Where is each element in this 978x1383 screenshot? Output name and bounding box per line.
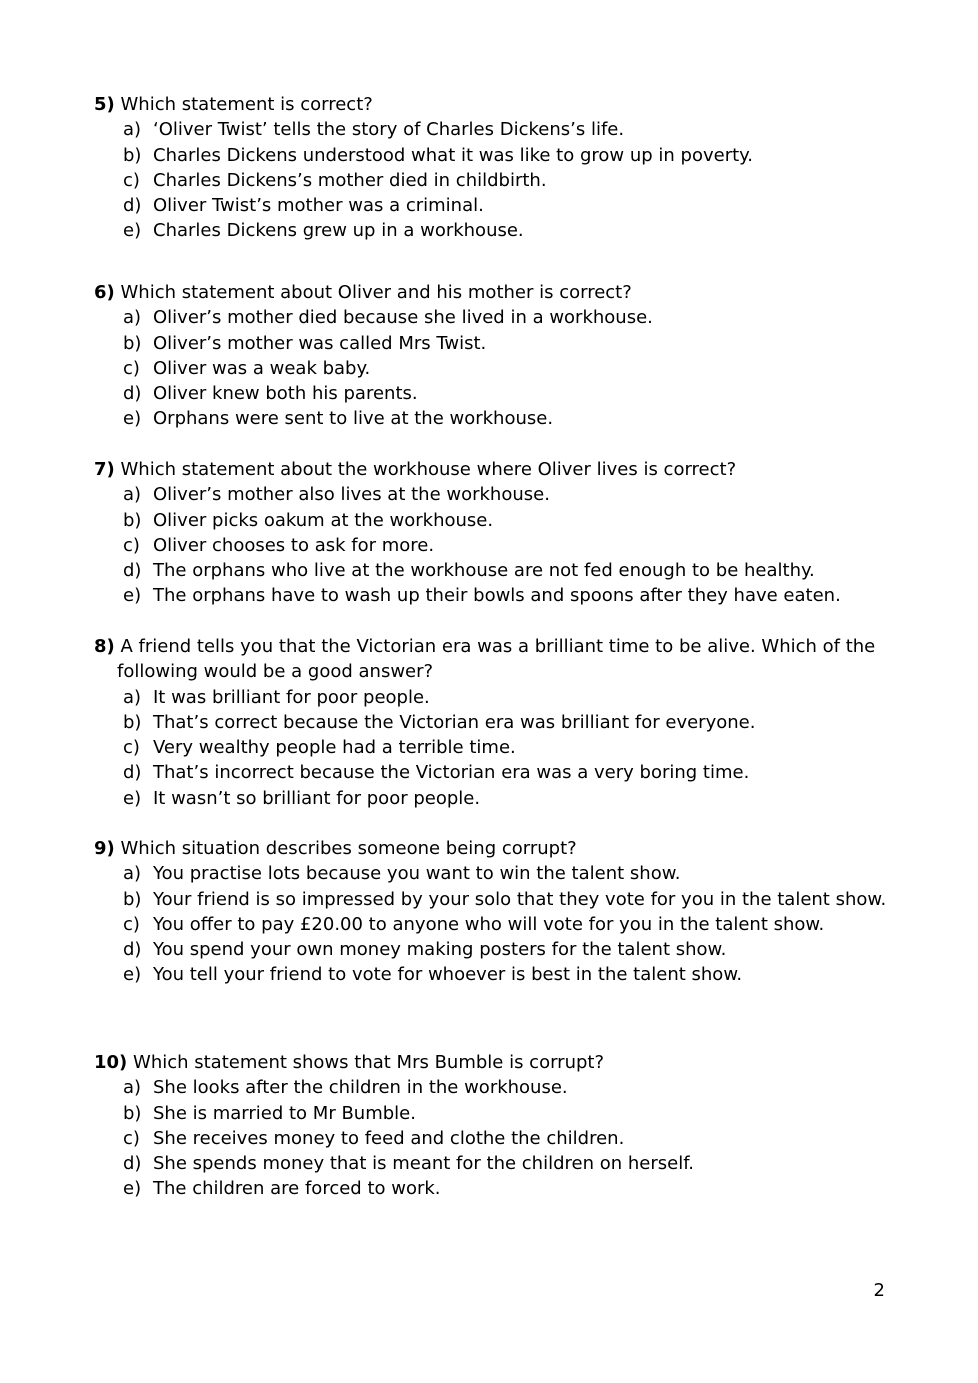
option-text: The orphans have to wash up their bowls and spoons after they have eaten.: [153, 585, 841, 607]
option-list: [94, 117, 894, 243]
question-9: [94, 836, 894, 988]
option-letter: c): [123, 1127, 140, 1149]
option-letter: d): [123, 939, 142, 961]
option-a: [94, 1075, 894, 1100]
question-stem: [94, 92, 894, 117]
option-letter: e): [123, 1178, 142, 1200]
question-stem: [94, 280, 894, 305]
option-list: [94, 1075, 894, 1201]
option-a: [94, 685, 894, 710]
option-letter: a): [123, 686, 142, 708]
option-text: Very wealthy people had a terrible time.: [153, 737, 516, 759]
question-text: Which statement is correct?: [120, 94, 373, 115]
option-text: Orphans were sent to live at the workhouse.: [153, 408, 554, 430]
option-a: [94, 305, 894, 330]
option-list: [94, 305, 894, 431]
question-number: 6): [94, 282, 115, 303]
question-text: Which statement about Oliver and his mother is correct?: [120, 282, 632, 303]
option-text: Charles Dickens grew up in a workhouse.: [153, 220, 524, 242]
option-text: Oliver chooses to ask for more.: [153, 534, 435, 556]
option-e: [94, 1176, 894, 1201]
question-text: Which statement shows that Mrs Bumble is corrupt?: [133, 1052, 605, 1073]
option-text: The orphans who live at the workhouse are not fed enough to be healthy.: [153, 560, 815, 582]
option-letter: c): [123, 737, 140, 759]
option-letter: a): [123, 863, 142, 885]
option-letter: b): [123, 332, 142, 354]
option-d: [94, 760, 894, 785]
option-text: Oliver Twist’s mother was a criminal.: [153, 195, 484, 217]
option-letter: d): [123, 1153, 142, 1175]
page-number: 2: [873, 1280, 885, 1301]
option-letter: b): [123, 509, 142, 531]
option-c: [94, 1126, 894, 1151]
option-list: [94, 685, 894, 811]
option-text: She spends money that is meant for the children on herself.: [153, 1153, 694, 1175]
option-c: [94, 168, 894, 193]
option-letter: b): [123, 1102, 142, 1124]
option-text: You spend your own money making posters for the talent show.: [153, 939, 727, 961]
option-c: [94, 735, 894, 760]
option-letter: e): [123, 964, 142, 986]
option-letter: a): [123, 307, 142, 329]
option-d: [94, 1151, 894, 1176]
option-letter: e): [123, 220, 142, 242]
option-text: Your friend is so impressed by your solo that they vote for you in the talent show.: [153, 888, 887, 910]
option-e: [94, 786, 894, 811]
option-text: Oliver’s mother also lives at the workhouse.: [153, 484, 550, 506]
option-e: [94, 406, 894, 431]
option-letter: c): [123, 534, 140, 556]
question-7: [94, 457, 894, 609]
option-c: [94, 533, 894, 558]
option-text: Oliver picks oakum at the workhouse.: [153, 509, 494, 531]
option-text: You practise lots because you want to win the talent show.: [153, 863, 681, 885]
option-letter: d): [123, 195, 142, 217]
option-d: [94, 193, 894, 218]
option-text: Oliver was a weak baby.: [153, 357, 371, 379]
option-text: That’s incorrect because the Victorian era was a very boring time.: [153, 762, 750, 784]
option-letter: b): [123, 711, 142, 733]
option-a: [94, 861, 894, 886]
option-d: [94, 937, 894, 962]
option-b: [94, 143, 894, 168]
option-letter: a): [123, 484, 142, 506]
option-text: ‘Oliver Twist’ tells the story of Charles Dickens’s life.: [153, 119, 625, 141]
option-text: Charles Dickens understood what it was like to grow up in poverty.: [153, 144, 753, 166]
option-letter: d): [123, 560, 142, 582]
option-letter: e): [123, 408, 142, 430]
option-letter: e): [123, 585, 142, 607]
question-number: 9): [94, 838, 115, 859]
option-text: The children are forced to work.: [153, 1178, 441, 1200]
question-10: [94, 1050, 894, 1202]
question-6: [94, 280, 894, 432]
option-text: Oliver knew both his parents.: [153, 383, 418, 405]
option-text: It wasn’t so brilliant for poor people.: [153, 787, 481, 809]
option-letter: e): [123, 787, 142, 809]
option-b: [94, 710, 894, 735]
question-stem: [94, 634, 894, 685]
option-text: Oliver’s mother died because she lived in a workhouse.: [153, 307, 653, 329]
option-d: [94, 381, 894, 406]
option-letter: c): [123, 913, 140, 935]
option-e: [94, 962, 894, 987]
option-text: It was brilliant for poor people.: [153, 686, 430, 708]
option-text: She looks after the children in the workhouse.: [153, 1077, 568, 1099]
option-text: That’s correct because the Victorian era was brilliant for everyone.: [153, 711, 756, 733]
option-list: [94, 482, 894, 608]
option-letter: a): [123, 119, 142, 141]
option-c: [94, 912, 894, 937]
option-b: [94, 887, 894, 912]
option-e: [94, 218, 894, 243]
question-text: Which situation describes someone being corrupt?: [120, 838, 577, 859]
option-letter: c): [123, 169, 140, 191]
option-letter: d): [123, 762, 142, 784]
option-letter: d): [123, 383, 142, 405]
option-letter: c): [123, 357, 140, 379]
question-stem: [94, 1050, 894, 1075]
option-text: She is married to Mr Bumble.: [153, 1102, 416, 1124]
option-a: [94, 482, 894, 507]
option-text: You tell your friend to vote for whoever is best in the talent show.: [153, 964, 743, 986]
question-number: 10): [94, 1052, 128, 1073]
option-a: [94, 117, 894, 142]
question-number: 8): [94, 636, 115, 657]
option-c: [94, 356, 894, 381]
question-text: A friend tells you that the Victorian era was a brilliant time to be alive. Which of the following would be a good answer?: [117, 636, 876, 683]
option-b: [94, 331, 894, 356]
option-letter: b): [123, 144, 142, 166]
option-d: [94, 558, 894, 583]
option-letter: b): [123, 888, 142, 910]
option-e: [94, 583, 894, 608]
question-stem: [94, 457, 894, 482]
option-letter: a): [123, 1077, 142, 1099]
option-text: Oliver’s mother was called Mrs Twist.: [153, 332, 487, 354]
question-number: 5): [94, 94, 115, 115]
option-text: Charles Dickens’s mother died in childbirth.: [153, 169, 547, 191]
question-5: [94, 92, 894, 244]
option-text: You offer to pay £20.00 to anyone who will vote for you in the talent show.: [153, 913, 825, 935]
option-b: [94, 508, 894, 533]
option-list: [94, 861, 894, 987]
question-text: Which statement about the workhouse where Oliver lives is correct?: [120, 459, 737, 480]
option-b: [94, 1101, 894, 1126]
option-text: She receives money to feed and clothe the children.: [153, 1127, 625, 1149]
question-number: 7): [94, 459, 115, 480]
question-stem: [94, 836, 894, 861]
question-8: [94, 634, 894, 811]
